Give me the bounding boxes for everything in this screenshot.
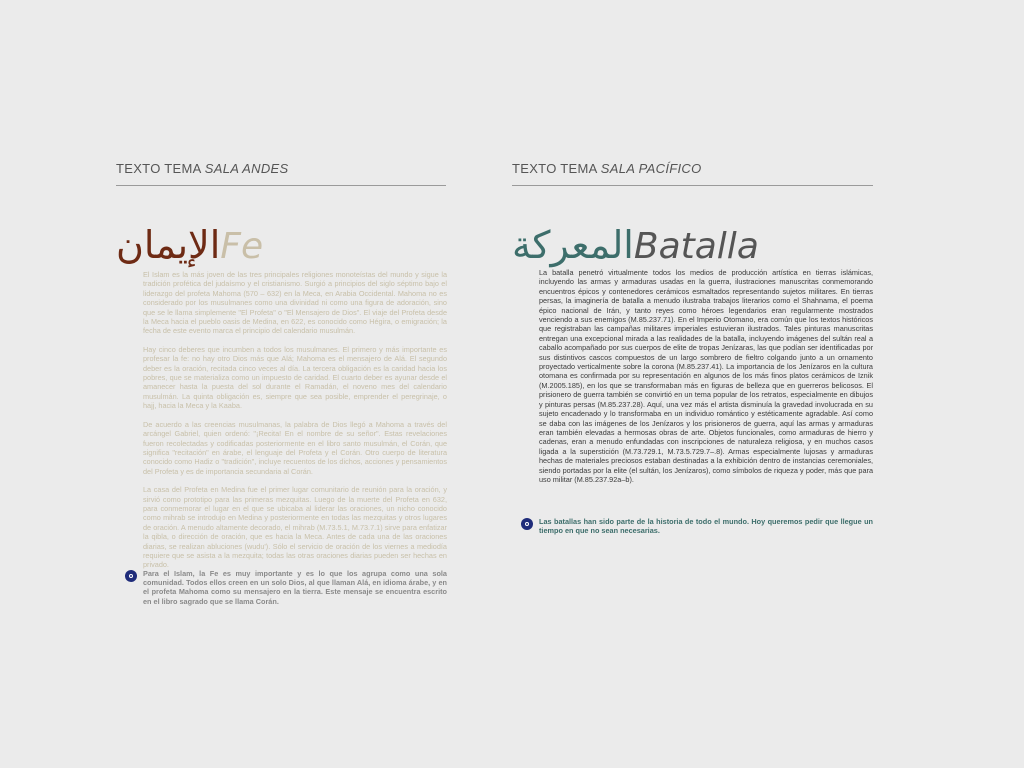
panel-title xyxy=(116,218,263,274)
title-latin: Fe xyxy=(220,226,264,267)
body-text xyxy=(539,268,873,484)
body-text xyxy=(143,270,447,579)
header-prefix: TEXTO TEMA xyxy=(512,161,601,176)
bullet-circle-icon xyxy=(521,518,533,530)
panel-header xyxy=(116,160,446,178)
header-divider xyxy=(512,185,873,186)
paragraph: Hay cinco deberes que incumben a todos los musulmanes. El primero y más importante es profesar la fe: no hay otro Dios más que Alá; Mahoma es el mensajero de Alá. El segundo deber es la oración, recitada cinco veces al día. La tercera obligación es la caridad hacia los pobres, que se materializa como un impuesto de caridad. El cuarto deber es ayunar desde el amanecer hasta la puesta del sol durante el Ramadán, el noveno mes del calendario musulmán. La quinta obligación es, siempre que sea posible, emprender el peregrinaje, o hajj, hacia la Meca y la Kaaba. xyxy=(143,344,447,411)
header-prefix: TEXTO TEMA xyxy=(116,161,205,176)
title-arabic: المعركة xyxy=(512,223,634,267)
title-arabic: الإيمان xyxy=(116,223,221,267)
header-divider xyxy=(116,185,446,186)
paragraph: La casa del Profeta en Medina fue el primer lugar comunitario de reunión para la oración, y sirvió como prototipo para las primeras mezquitas. Luego de la muerte del Profeta en 632, para conmemorar el lugar en el que se ubicaba al liderar las oraciones, un nicho conocido como mihrab se introdujo en Medina y posteriormente en todas las mezquitas y otros lugares de oración. A menudo altamente decorado, el mihrab (M.73.5.1, M.73.7.1) sirve para enfatizar la qibla, o dirección de oración, que es hacia la Meca. Antes de cada una de las oraciones diarias, se realizan abluciones (wudu'). Sólo el servicio de oración de los viernes a mediodía requiere que se asista a la mezquita; todas las otras oraciones diarias pueden ser hechas en privado. xyxy=(143,485,447,570)
paragraph: De acuerdo a las creencias musulmanas, la palabra de Dios llegó a Mahoma a través del arcángel Gabriel, quien ordenó: "¡Recita! En el nombre de su señor". Estas revelaciones fueron recolectadas y codificadas posteriormente en el libro santo musulmán, el Corán, que significa "recitación" en árabe, el lenguaje del Profeta y el Corán. Otro cuerpo de literatura conocido como Hadiz o "tradición", incluye recuentos de los dichos, acciones y pensamientos del Profeta y es de importancia secundaria al Corán. xyxy=(143,419,447,476)
paragraph: El Islam es la más joven de las tres principales religiones monoteístas del mundo y sigue la tradición profética del judaísmo y el cristianismo. Surgió a principios del siglo séptimo bajo el liderazgo del profeta Mahoma (570 – 632) en la Meca, en Arabia Occidental. Mahoma no es considerado por los musulmanes como una divinidad ni como una figura de adoración, sino que se le llama simplemente "El Profeta" o "El Mensajero de Dios". El viaje del Profeta desde la Meca hacia el pueblo oasis de Medina, en 622, es conocido como Hégira, o emigración; la fecha de este evento marca el principio del calendario musulmán. xyxy=(143,270,447,336)
highlight-note xyxy=(125,569,447,606)
panel-header xyxy=(512,160,873,178)
header-room-name: SALA PACÍFICO xyxy=(600,161,702,176)
highlight-note xyxy=(521,517,873,535)
title-latin: Batalla xyxy=(633,226,759,267)
highlight-text: Las batallas han sido parte de la historia de todo el mundo. Hoy queremos pedir que llegue un tiempo en que no sean necesarias. xyxy=(539,517,873,536)
bullet-circle-icon xyxy=(125,570,137,582)
paragraph: La batalla penetró virtualmente todos los medios de producción artística en tierras islámicas, incluyendo las armas y armaduras usadas en la guerra, ilustraciones manuscritas conmemorando encuentros épicos y contenedores cerámicos esmaltados representando sujetos militares. En tierras persas, la imaginería de batalla a menudo ilustraba trabajos literarios como el Shahnama, el poema épico nacional de Irán, y tanto reyes como héroes legendarios eran regularmente mostrados venciendo a sus enemigos (M.85.237.71). En el Imperio Otomano, era común que los textos históricos que registraban las campañas militares imperiales estuvieran ilustrados. Tales pinturas manuscritas entregan una excepcional mirada a las realidades de la batalla, incluyendo imágenes del sultán real a caballo acompañado por sus cuerpos de elite de tropas Jenízaras, las que podían ser identificadas por sus distintivos cascos compuestos de un largo sombrero de fieltro colgando junto a un ornamento proyectado verticalmente sobre la corona (M.85.237.41). La importancia de los Jenízaros en la cultura otomana es confirmada por su representación en algunos de los más finos platos cerámicos de Iznik (M.2005.185), en los que se transformaban más en figuras de belleza que en guerreros belicosos. El prisionero de guerra también se convirtió en un tema popular de los retratos, especialmente en dibujos y pinturas persas (M.85.237.28). Aquí, una vez más el artista disminuía la gravedad involucrada en su sujeto encadenado y lo transformaba en un individuo romántico y estéticamente agradable. Así como se daba con las imágenes de los Jenízaros y los prisioneros de guerra, aquí las armas y armaduras eran también elevadas a hermosas obras de arte. Objetos funcionales, como armaduras de hierro y cadenas, eran a menudo enfundadas con inscripciones de naturaleza religiosa, y en muchos casos ligada a la superstición (M.73.729.1, M.73.5.729.7–.8). Armas especialmente lujosas y armaduras hechas de materiales preciosos estaban destinadas a la exhibición dentro de instancias ceremoniales, siendo portadas por la elite (el sultán, los Jenízaros), como símbolos de riqueza y poder, más que para uso militar (M.85.237.92a–b). xyxy=(539,268,873,484)
header-room-name: SALA ANDES xyxy=(204,161,289,176)
panel-title xyxy=(512,218,759,274)
highlight-text: Para el Islam, la Fe es muy importante y es lo que los agrupa como una sola comunidad. Todos ellos creen en un solo Dios, al que llaman Alá, en idioma árabe, y en el profeta Mahoma como su mensajero en la tierra. Este mensaje se encuentra escrito en el libro sagrado que se llama Corán. xyxy=(143,569,447,606)
